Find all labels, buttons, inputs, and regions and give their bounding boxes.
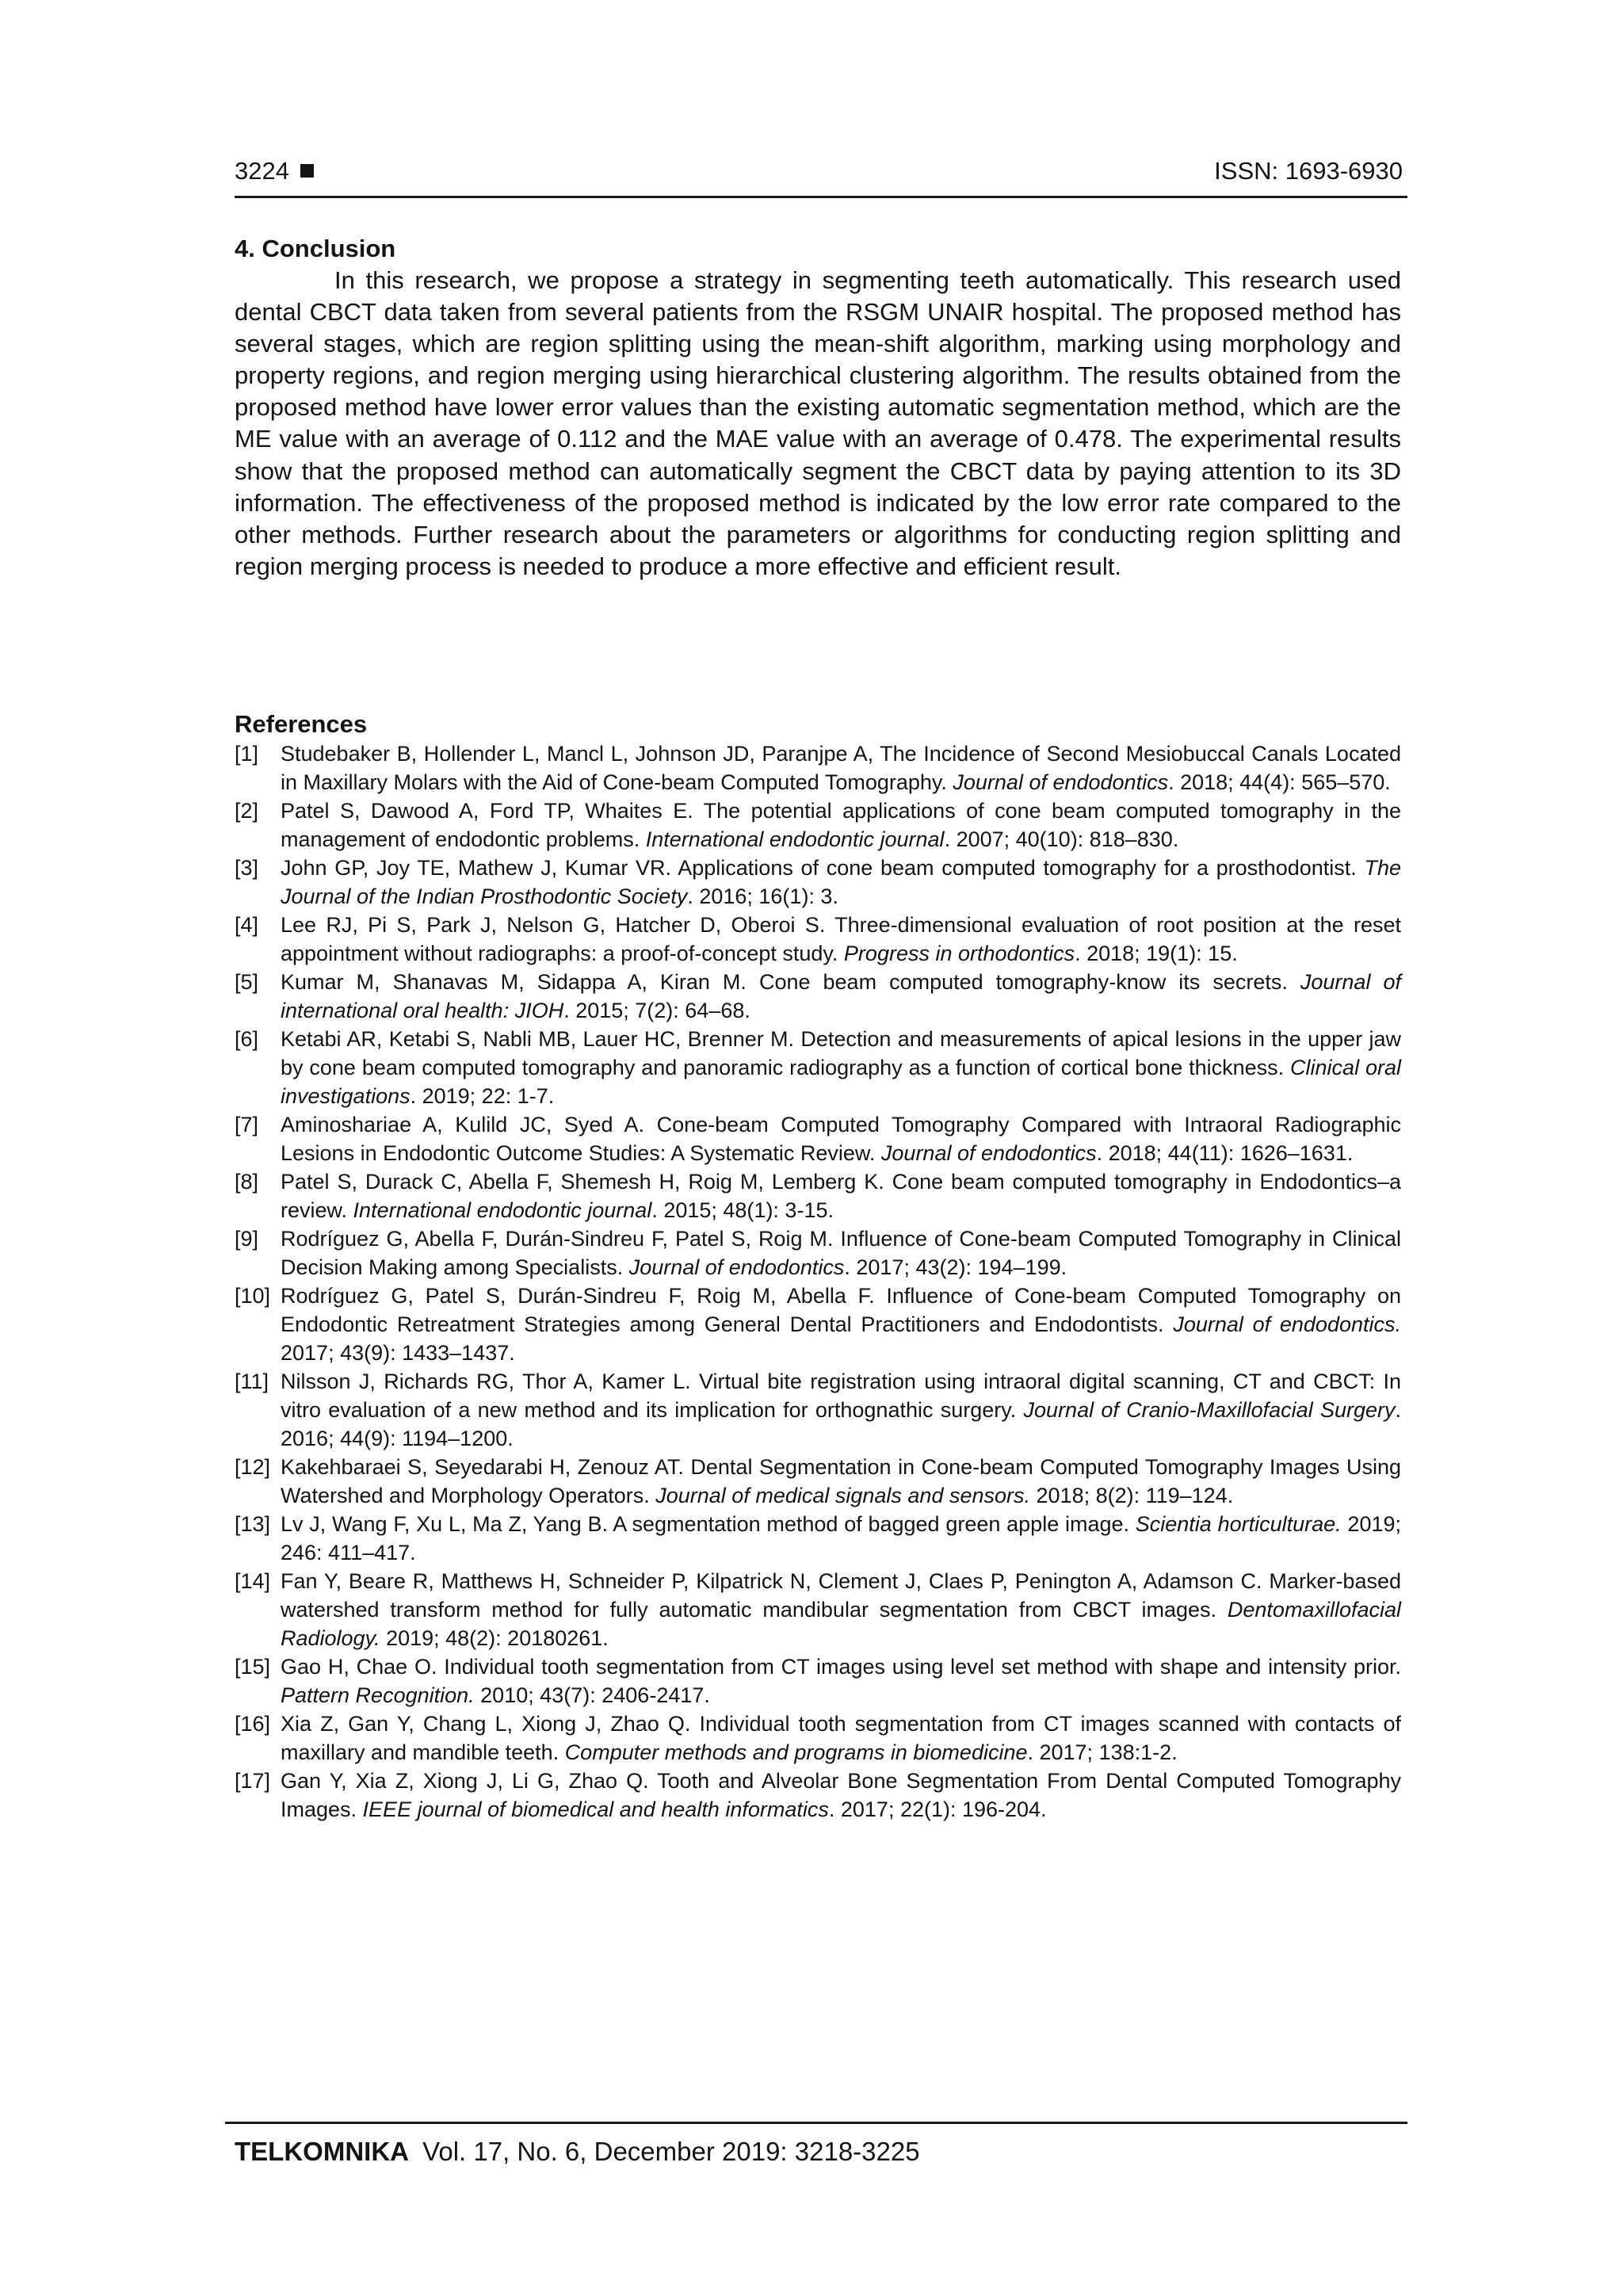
reference-details: . 2018; 19(1): 15. bbox=[1075, 942, 1238, 965]
reference-number: [14] bbox=[235, 1569, 271, 1593]
reference-item bbox=[235, 1224, 1401, 1282]
reference-number: [5] bbox=[235, 970, 259, 994]
footer-text bbox=[235, 2137, 920, 2167]
reference-journal: International endodontic journal bbox=[353, 1198, 652, 1222]
journal-name: TELKOMNIKA bbox=[235, 2137, 409, 2166]
reference-item bbox=[235, 1510, 1401, 1567]
page-header bbox=[235, 155, 1407, 198]
reference-journal: Computer methods and programs in biomedicine bbox=[564, 1740, 1028, 1764]
reference-number: [11] bbox=[235, 1370, 269, 1393]
reference-text: John GP, Joy TE, Mathew J, Kumar VR. Applications of cone beam computed tomography for a prosthodontist. bbox=[281, 856, 1365, 880]
reference-text: Ketabi AR, Ketabi S, Nabli MB, Lauer HC, Brenner M. Detection and measurements of apical lesions in the upper jaw by cone beam computed tomography and panoramic radiography as a function of cortical bone thickness. bbox=[281, 1027, 1401, 1079]
reference-details: 2010; 43(7): 2406-2417. bbox=[474, 1683, 710, 1707]
reference-journal: Dentomaxillofacial Radiology. bbox=[281, 1598, 1401, 1650]
reference-journal: Progress in orthodontics bbox=[843, 942, 1075, 965]
reference-details: . 2016; 16(1): 3. bbox=[687, 884, 838, 908]
reference-details: . 2015; 7(2): 64–68. bbox=[563, 999, 750, 1022]
header-left bbox=[235, 157, 314, 185]
reference-details: 2019; 48(2): 20180261. bbox=[380, 1626, 609, 1650]
reference-item bbox=[235, 1453, 1401, 1510]
reference-item bbox=[235, 911, 1401, 968]
reference-text: Fan Y, Beare R, Matthews H, Schneider P, Kilpatrick N, Clement J, Claes P, Penington A, Adamson C. Marker-based watershed transform method for fully automatic mandibular segmentation from CBCT images. bbox=[281, 1569, 1401, 1622]
reference-text: Rodríguez G, Abella F, Durán-Sindreu F, Patel S, Roig M. Influence of Cone-beam Computed Tomography in Clinical Decision Making among Specialists. bbox=[281, 1227, 1401, 1279]
reference-number: [8] bbox=[235, 1170, 259, 1194]
reference-details: . 2017; 43(2): 194–199. bbox=[844, 1255, 1067, 1279]
square-bullet-icon bbox=[300, 164, 314, 178]
reference-number: [1] bbox=[235, 742, 259, 766]
reference-number: [2] bbox=[235, 799, 259, 823]
reference-text: Kumar M, Shanavas M, Sidappa A, Kiran M. Cone beam computed tomography-know its secrets. bbox=[281, 970, 1300, 994]
reference-text: Lee RJ, Pi S, Park J, Nelson G, Hatcher D, Oberoi S. Three-dimensional evaluation of root position at the reset appointment without radiographs: a proof-of-concept study. bbox=[281, 913, 1401, 965]
reference-number: [6] bbox=[235, 1027, 259, 1051]
reference-item bbox=[235, 1567, 1401, 1652]
reference-journal: International endodontic journal bbox=[645, 827, 945, 851]
reference-number: [17] bbox=[235, 1769, 271, 1793]
reference-journal: Journal of endodontics bbox=[880, 1141, 1097, 1165]
reference-item bbox=[235, 1710, 1401, 1767]
reference-text: Patel S, Durack C, Abella F, Shemesh H, Roig M, Lemberg K. Cone beam computed tomography in Endodontics–a review. bbox=[281, 1170, 1401, 1222]
reference-journal: Journal of endodontics bbox=[953, 770, 1169, 794]
reference-journal: Journal of Cranio-Maxillofacial Surgery bbox=[1023, 1398, 1396, 1422]
reference-item bbox=[235, 1367, 1401, 1453]
reference-details: 2019; 246: 411–417. bbox=[281, 1512, 1401, 1564]
reference-journal: The Journal of the Indian Prosthodontic Society bbox=[281, 856, 1401, 908]
issn: ISSN: 1693-6930 bbox=[1214, 157, 1403, 185]
reference-number: [16] bbox=[235, 1712, 271, 1736]
reference-text: Nilsson J, Richards RG, Thor A, Kamer L. Virtual bite registration using intraoral digital scanning, CT and CBCT: In vitro evaluation of a new method and its implication for orthognathic surgery. bbox=[281, 1370, 1401, 1422]
reference-item bbox=[235, 854, 1401, 911]
reference-item bbox=[235, 1110, 1401, 1167]
reference-number: [4] bbox=[235, 913, 259, 937]
reference-journal: Pattern Recognition. bbox=[281, 1683, 475, 1707]
reference-journal: Journal of endodontics. bbox=[1173, 1312, 1401, 1336]
reference-item bbox=[235, 1767, 1401, 1824]
reference-details: . 2007; 40(10): 818–830. bbox=[944, 827, 1179, 851]
reference-item bbox=[235, 1282, 1401, 1367]
reference-details: . 2017; 22(1): 196-204. bbox=[828, 1797, 1047, 1821]
reference-text: Gao H, Chae O. Individual tooth segmentation from CT images using level set method with shape and intensity prior. bbox=[281, 1655, 1401, 1679]
reference-item bbox=[235, 1652, 1401, 1710]
conclusion-heading: 4. Conclusion bbox=[235, 235, 396, 262]
reference-text: Patel S, Dawood A, Ford TP, Whaites E. The potential applications of cone beam computed tomography in the management of endodontic problems. bbox=[281, 799, 1401, 851]
reference-details: . 2017; 138:1-2. bbox=[1027, 1740, 1178, 1764]
page-footer bbox=[225, 2122, 1407, 2166]
reference-number: [9] bbox=[235, 1227, 259, 1251]
reference-text: Lv J, Wang F, Xu L, Ma Z, Yang B. A segmentation method of bagged green apple image. bbox=[281, 1512, 1136, 1536]
conclusion-paragraph: In this research, we propose a strategy in segmenting teeth automatically. This research used dental CBCT data taken from several patients from the RSGM UNAIR hospital. The proposed method has several stages, which are region splitting using the mean-shift algorithm, marking using morphology and property regions, and region merging using hierarchical clustering algorithm. The results obtained from the proposed method have lower error values than the existing automatic segmentation method, which are the ME value with an average of 0.112 and the MAE value with an average of 0.478. The experimental results show that the proposed method can automatically segment the CBCT data by paying attention to its 3D information. The effectiveness of the proposed method is indicated by the low error rate compared to the other methods. Further research about the parameters or algorithms for conducting region splitting and region merging process is needed to produce a more effective and efficient result. bbox=[235, 266, 1401, 580]
reference-item bbox=[235, 968, 1401, 1025]
reference-journal: IEEE journal of biomedical and health informatics bbox=[362, 1797, 829, 1821]
reference-text: Xia Z, Gan Y, Chang L, Xiong J, Zhao Q. Individual tooth segmentation from CT images scanned with contacts of maxillary and mandible teeth. bbox=[281, 1712, 1401, 1764]
reference-journal: Scientia horticulturae. bbox=[1135, 1512, 1342, 1536]
reference-item bbox=[235, 1025, 1401, 1110]
reference-number: [15] bbox=[235, 1655, 271, 1679]
reference-item bbox=[235, 797, 1401, 854]
reference-details: . 2016; 44(9): 1194–1200. bbox=[281, 1398, 1401, 1450]
reference-number: [10] bbox=[235, 1284, 271, 1308]
reference-number: [13] bbox=[235, 1512, 271, 1536]
reference-journal: Journal of endodontics bbox=[628, 1255, 845, 1279]
reference-details: . 2015; 48(1): 3-15. bbox=[651, 1198, 834, 1222]
reference-details: . 2018; 44(4): 565–570. bbox=[1168, 770, 1391, 794]
reference-text: Kakehbaraei S, Seyedarabi H, Zenouz AT. Dental Segmentation in Cone-beam Computed Tomography Images Using Watershed and Morphology Operators. bbox=[281, 1455, 1401, 1507]
reference-details: . 2019; 22: 1-7. bbox=[410, 1084, 555, 1108]
reference-number: [3] bbox=[235, 856, 259, 880]
reference-number: [7] bbox=[235, 1113, 259, 1137]
reference-details: 2018; 8(2): 119–124. bbox=[1030, 1484, 1234, 1507]
reference-text: Aminoshariae A, Kulild JC, Syed A. Cone-beam Computed Tomography Compared with Intraoral Radiographic Lesions in Endodontic Outcome Studies: A Systematic Review. bbox=[281, 1113, 1401, 1165]
reference-text: Rodríguez G, Patel S, Durán-Sindreu F, Roig M, Abella F. Influence of Cone-beam Computed Tomography on Endodontic Retreatment Strategies among General Dental Practitioners and Endodontists. bbox=[281, 1284, 1401, 1336]
reference-journal: Journal of medical signals and sensors. bbox=[655, 1484, 1031, 1507]
reference-details: . 2018; 44(11): 1626–1631. bbox=[1096, 1141, 1354, 1165]
reference-details: 2017; 43(9): 1433–1437. bbox=[281, 1341, 515, 1365]
reference-number: [12] bbox=[235, 1455, 271, 1479]
reference-journal: Clinical oral investigations bbox=[281, 1056, 1401, 1108]
reference-text: Studebaker B, Hollender L, Mancl L, Johnson JD, Paranjpe A, The Incidence of Second Mesiobuccal Canals Located in Maxillary Molars with the Aid of Cone-beam Computed Tomography. bbox=[281, 742, 1401, 794]
reference-list bbox=[235, 739, 1401, 1824]
reference-item bbox=[235, 739, 1401, 797]
reference-item bbox=[235, 1167, 1401, 1224]
journal-citation: Vol. 17, No. 6, December 2019: 3218-3225 bbox=[422, 2137, 920, 2166]
page-number: 3224 bbox=[235, 157, 289, 185]
reference-journal: Journal of international oral health: JIOH bbox=[281, 970, 1401, 1022]
reference-text: Gan Y, Xia Z, Xiong J, Li G, Zhao Q. Tooth and Alveolar Bone Segmentation From Dental Computed Tomography Images. bbox=[281, 1769, 1401, 1821]
references-heading: References bbox=[235, 710, 368, 738]
